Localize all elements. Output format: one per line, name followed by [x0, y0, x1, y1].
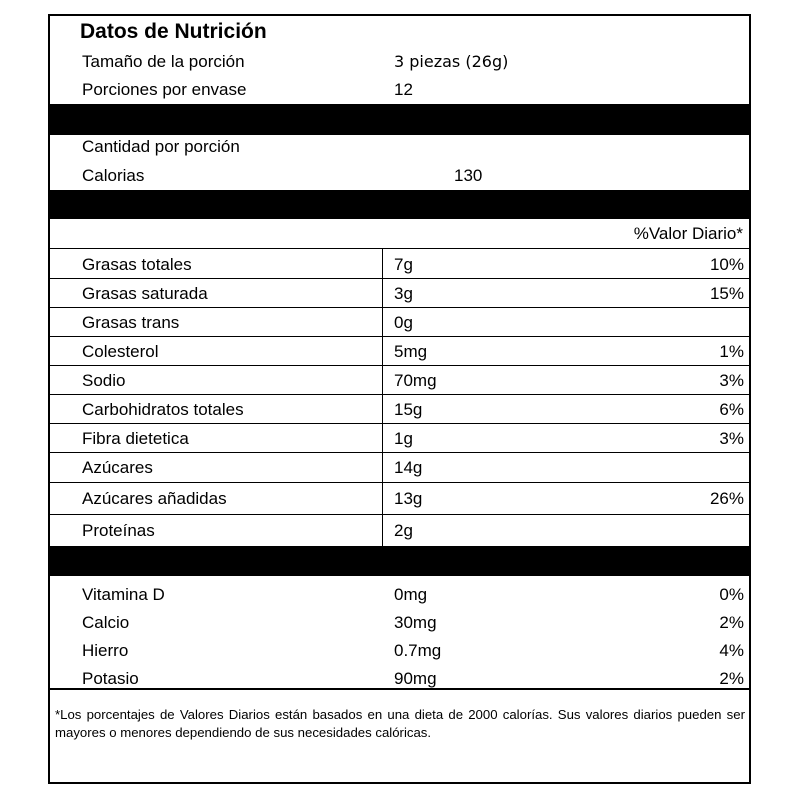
serving-size-value: 3 piezas (26g): [394, 52, 509, 71]
nutrient-daily-value: 15%: [709, 284, 744, 303]
nutrient-name: Azúcares: [82, 458, 153, 477]
row-divider: [50, 278, 749, 279]
serving-size-label: Tamaño de la porción: [82, 52, 245, 71]
nutrient-daily-value: 1%: [719, 342, 744, 361]
nutrient-name: Vitamina D: [82, 585, 165, 604]
servings-per-container-value: 12: [394, 80, 413, 99]
column-divider: [382, 249, 383, 546]
nutrient-daily-value: 6%: [719, 400, 744, 419]
calories-value: 130: [454, 166, 483, 185]
amount-per-serving-label: Cantidad por porción: [82, 137, 240, 156]
nutrient-daily-value: 3%: [719, 429, 744, 448]
nutrient-amount: 0.7mg: [394, 641, 442, 660]
calories-label: Calorias: [82, 166, 145, 185]
nutrient-daily-value: 4%: [719, 641, 744, 660]
nutrient-amount: 0mg: [394, 585, 428, 604]
thick-divider: [50, 190, 749, 219]
row-divider: [50, 336, 749, 337]
row-divider: [50, 365, 749, 366]
nutrient-name: Grasas totales: [82, 255, 192, 274]
nutrient-name: Grasas trans: [82, 313, 180, 332]
footnote: *Los porcentajes de Valores Diarios están basados en una dieta de 2000 calorías. Sus valores diarios pueden ser mayores o menores dependiendo de sus necesidades calóricas.: [55, 707, 745, 740]
row-divider: [50, 482, 749, 483]
nutrient-name: Sodio: [82, 371, 126, 390]
label-title: Datos de Nutrición: [80, 20, 267, 43]
row-divider: [50, 394, 749, 395]
nutrient-name: Grasas saturada: [82, 284, 208, 303]
nutrient-daily-value: 26%: [709, 489, 744, 508]
daily-value-header: %Valor Diario*: [633, 224, 743, 243]
nutrient-name: Colesterol: [82, 342, 159, 361]
nutrient-name: Carbohidratos totales: [82, 400, 244, 419]
footnote-divider: [50, 688, 749, 690]
nutrient-amount: 30mg: [394, 613, 437, 632]
nutrient-name: Potasio: [82, 669, 139, 688]
nutrient-name: Fibra dietetica: [82, 429, 189, 448]
nutrient-amount: 15g: [394, 400, 423, 419]
nutrient-name: Proteínas: [82, 521, 155, 540]
nutrient-daily-value: 10%: [709, 255, 744, 274]
thick-divider: [50, 546, 749, 576]
row-divider: [50, 452, 749, 453]
row-divider: [50, 248, 749, 249]
nutrition-facts-label: [48, 14, 751, 784]
row-divider: [50, 307, 749, 308]
nutrient-amount: 14g: [394, 458, 423, 477]
nutrient-amount: 0g: [394, 313, 413, 332]
nutrient-daily-value: 2%: [719, 669, 744, 688]
nutrient-amount: 1g: [394, 429, 413, 448]
nutrient-amount: 5mg: [394, 342, 428, 361]
row-divider: [50, 514, 749, 515]
nutrient-name: Calcio: [82, 613, 130, 632]
row-divider: [50, 423, 749, 424]
nutrient-amount: 70mg: [394, 371, 437, 390]
nutrient-name: Azúcares añadidas: [82, 489, 227, 508]
nutrient-daily-value: 2%: [719, 613, 744, 632]
nutrient-amount: 90mg: [394, 669, 437, 688]
nutrient-amount: 13g: [394, 489, 423, 508]
nutrient-name: Hierro: [82, 641, 129, 660]
servings-per-container-label: Porciones por envase: [82, 80, 247, 99]
nutrient-daily-value: 3%: [719, 371, 744, 390]
thick-divider: [50, 104, 749, 135]
nutrient-amount: 3g: [394, 284, 413, 303]
nutrient-amount: 2g: [394, 521, 413, 540]
nutrient-daily-value: 0%: [719, 585, 744, 604]
nutrient-amount: 7g: [394, 255, 413, 274]
